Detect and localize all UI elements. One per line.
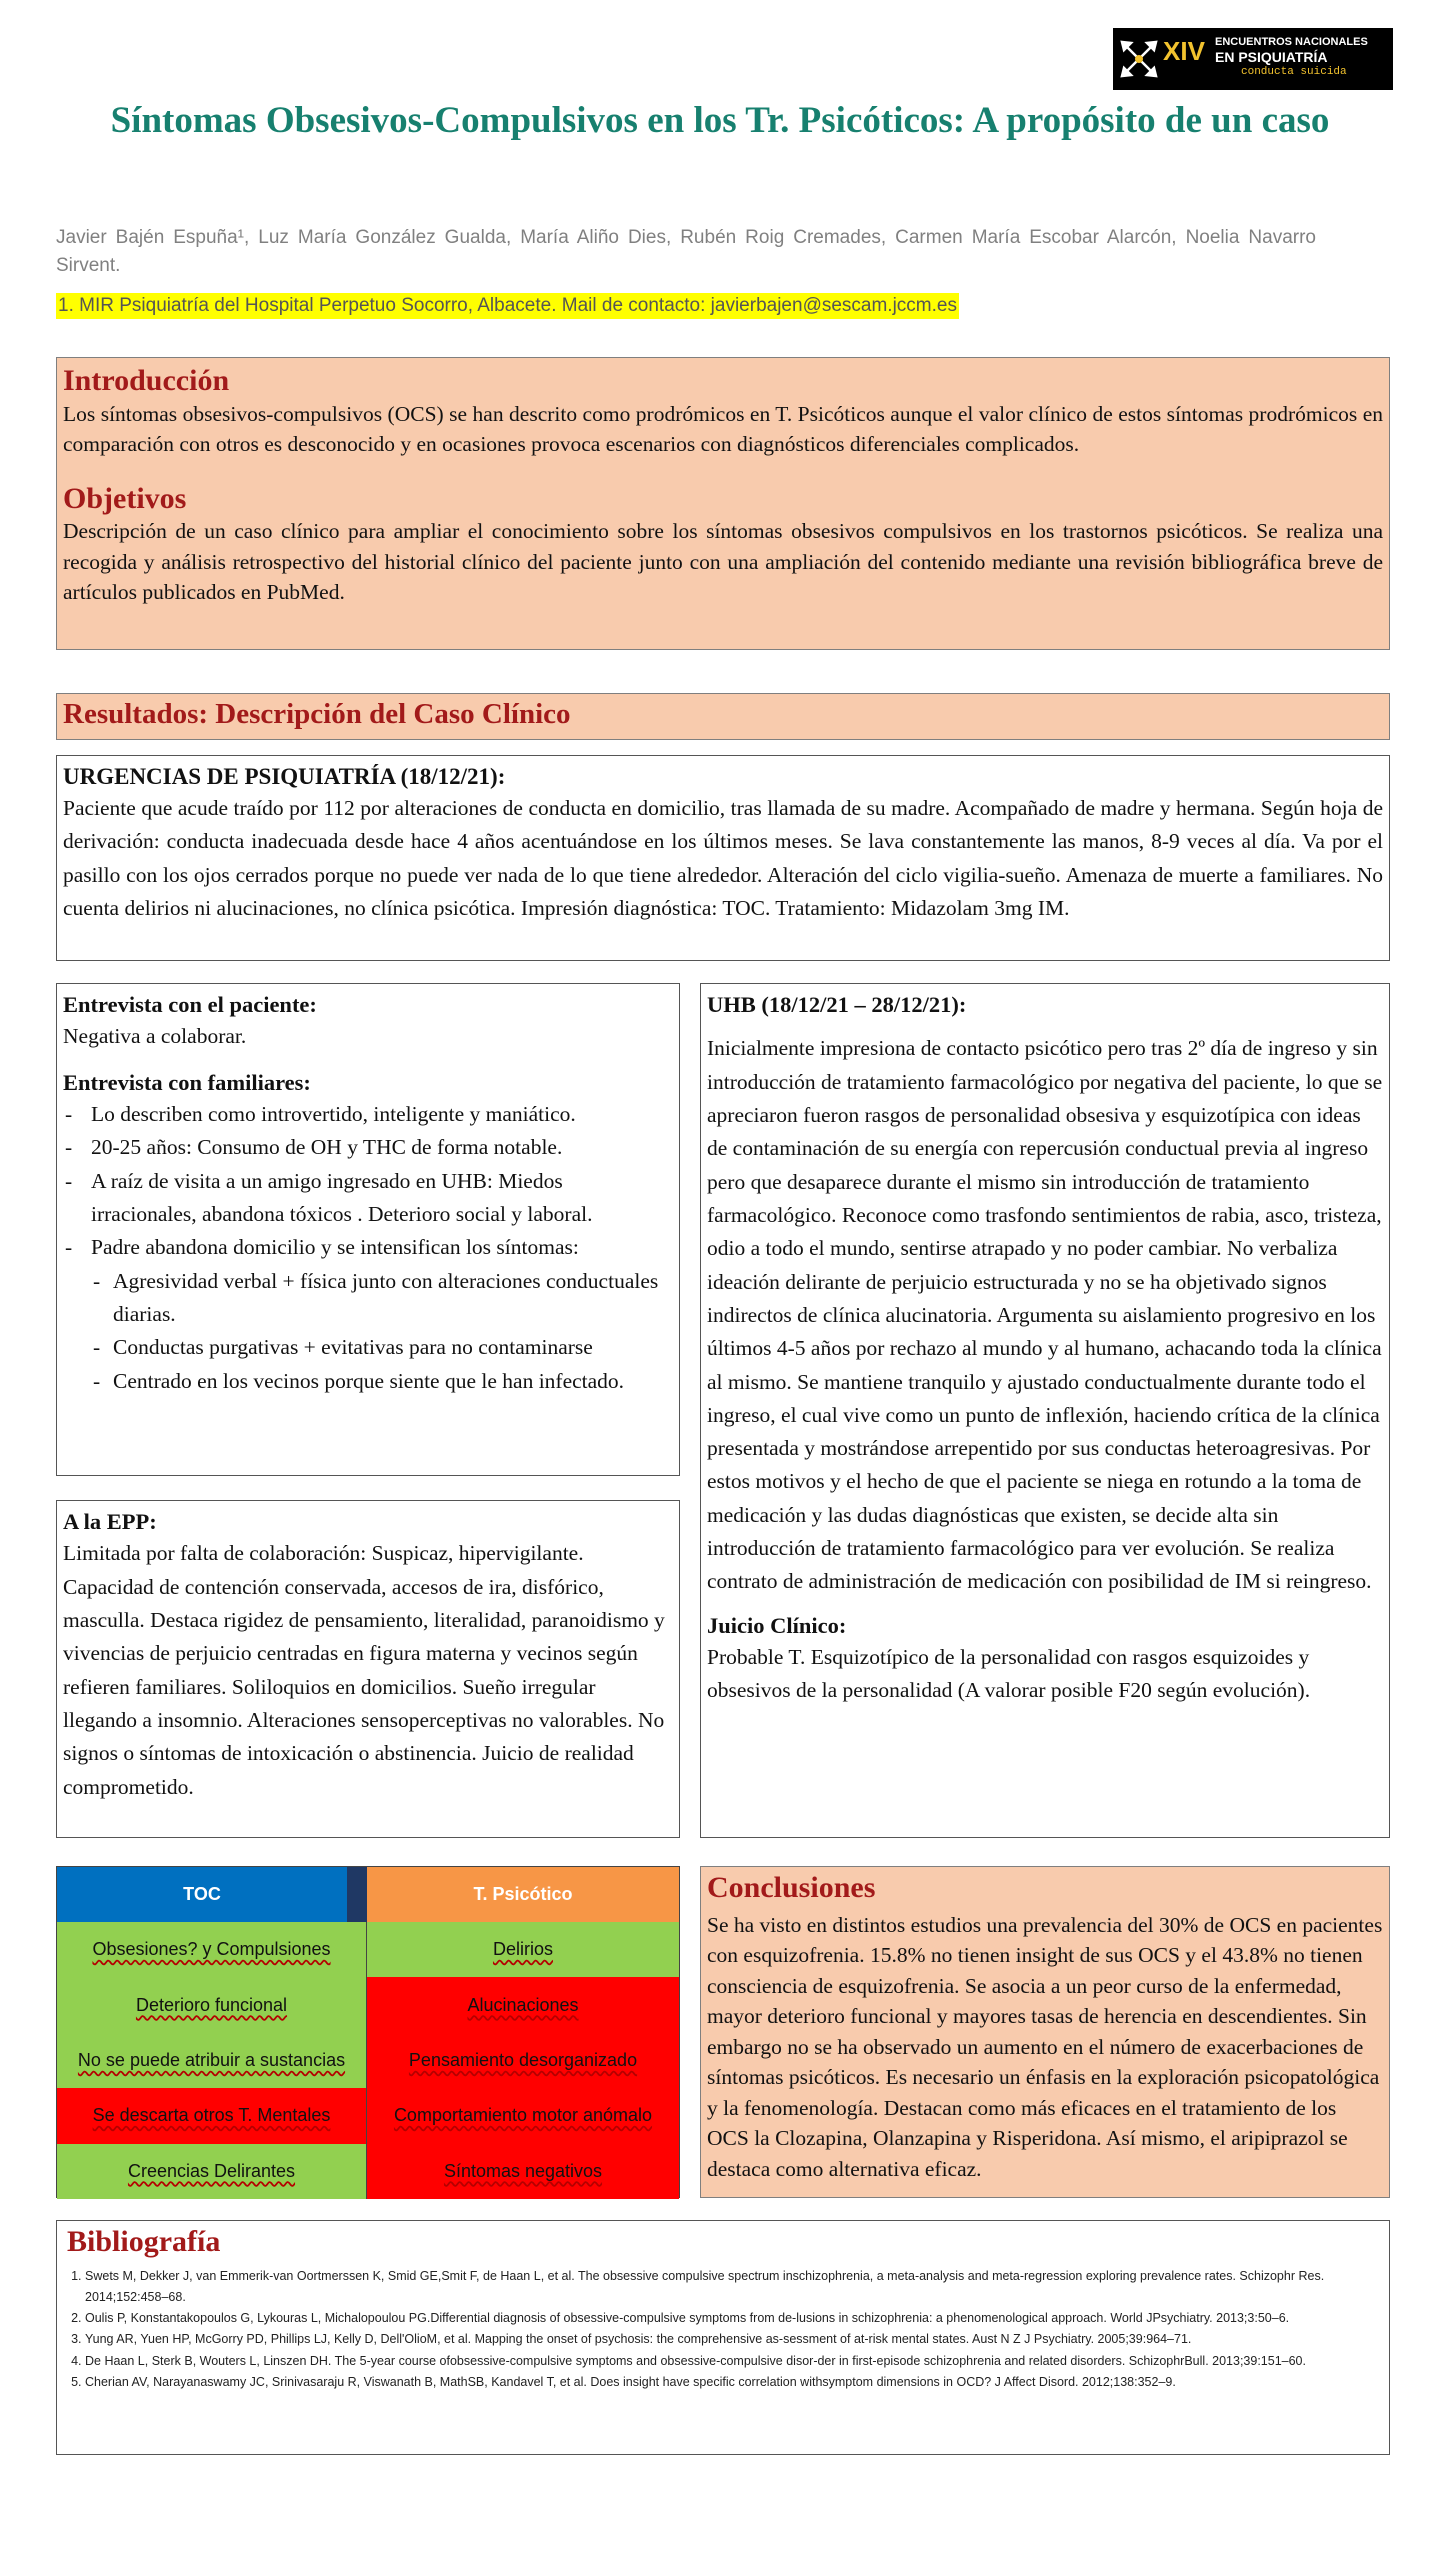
conclusiones-heading: Conclusiones: [707, 1871, 876, 1904]
arrows-icon: [1119, 38, 1159, 80]
table-cell-psicotico: Alucinaciones: [367, 1977, 679, 2032]
logo-line3: conducta suicida: [1241, 66, 1347, 78]
list-item: - 20-25 años: Consumo de OH y THC de forma notable.: [63, 1131, 673, 1164]
paciente-heading: Entrevista con el paciente:: [63, 992, 317, 1017]
reference-item: 1. Swets M, Dekker J, van Emmerik-van Oortmerssen K, Smid GE,Smit F, de Haan L, et al. The obsessive compulsive spectrum inschizophrenia, a meta-analysis and meta-regression exploring prevalence rates. Schizophr Res. 2014;152:458–68.: [85, 2266, 1379, 2309]
affiliation: 1. MIR Psiquiatría del Hospital Perpetuo Socorro, Albacete. Mail de contacto: javierbajen@sescam.jccm.es: [56, 293, 959, 319]
uhb-heading: UHB (18/12/21 – 28/12/21):: [707, 992, 967, 1017]
logo-line2: EN PSIQUIATRÍA: [1215, 49, 1328, 65]
list-item: [63, 1231, 673, 1398]
urgencias-text: Paciente que acude traído por 112 por alteraciones de conducta en domicilio, tras llamada de su madre. Acompañado de madre y hermana. Según hoja de derivación: conducta inadecuada desde hace 4 años acentuándose en los últimos meses. Se lava constantemente las manos, 8-9 veces al día. Va por el pasillo con los ojos cerrados porque no puede ver nada de lo que tiene alrededor. Alteración del ciclo vigilia-sueño. Amenaza de muerte a familiares. No cuenta delirios ni alucinaciones, no clínica psicótica. Impresión diagnóstica: TOC. Tratamiento: Midazolam 3mg IM.: [63, 795, 1383, 920]
entrevista-section: [56, 983, 680, 1476]
epp-text: Limitada por falta de colaboración: Suspicaz, hipervigilante. Capacidad de contención conservada, accesos de ira, disfórico, masculla. Destaca rigidez de pensamiento, literalidad, paranoidismo y vivencias de perjuicio centradas en figura materna y vecinos según refieren familiares. Soliloquios en domicilios. Sueño irregular llegando a insomnio. Alteraciones sensoperceptivas no valorables. No signos o síntomas de intoxicación o abstinencia. Juicio de realidad comprometido.: [63, 1541, 665, 1799]
list-item: - Lo describen como introvertido, inteligente y maniático.: [63, 1098, 673, 1131]
table-cell-psicotico: Comportamiento motor anómalo: [367, 2088, 679, 2143]
congress-logo: [1113, 28, 1393, 90]
uhb-text: Inicialmente impresiona de contacto psicótico pero tras 2º día de ingreso y sin introducción de tratamiento farmacológico por negativa del paciente, lo que se apreciaron fueron rasgos de personalidad obsesiva y esquizotípica con ideas de contaminación de su energía con repercusión conductual previa al ingreso pero que desaparece durante el mismo sin introducción de tratamiento farmacológico. Reconoce como trasfondo sentimientos de rabia, asco, tristeza, odio a todo el mundo, sentirse atrapado y no poder cambiar. No verbaliza ideación delirante de perjuicio estructurada y no se ha objetivado signos indirectos de clínica alucinatoria. Argumenta su aislamiento progresivo en los últimos 4-5 años por rechazo al mundo y al humano, achacando toda la clínica al mismo. Se mantiene tranquilo y ajustado conductualmente durante todo el ingreso, el cual vive como un punto de inflexión, haciendo crítica de la clínica presentada y mostrándose arrepentido por sus conductas heteroagresivas. Por estos motivos y el hecho de que el paciente se niega en rotundo a la toma de medicación y las dudas diagnósticas que existen, se decide alta sin introducción de tratamiento farmacológico para ver evolución. Se realiza contrato de administración de medicación con posibilidad de IM si reingreso.: [707, 1036, 1383, 1594]
objectives-text: Descripción de un caso clínico para ampliar el conocimiento sobre los síntomas obsesivos compulsivos en los trastornos psicóticos. Se realiza una recogida y análisis retrospectivo del historial clínico del paciente junto con una ampliación del contenido mediante una revisión bibliográfica breve de artículos publicados en PubMed.: [63, 519, 1383, 605]
juicio-heading: Juicio Clínico:: [707, 1612, 847, 1638]
table-cell-psicotico: Delirios: [367, 1922, 679, 1977]
header-divider: [347, 1867, 367, 1922]
conclusiones-section: [700, 1866, 1390, 2198]
table-cell-toc: No se puede atribuir a sustancias: [57, 2033, 367, 2088]
sub-list-item: - Agresividad verbal + física junto con alteraciones conductuales diarias.: [91, 1265, 673, 1332]
epp-section: [56, 1500, 680, 1838]
authors: Javier Bajén Espuña¹, Luz María González Gualda, María Aliño Dies, Rubén Roig Cremades, Carmen María Escobar Alarcón, Noelia Navarro Sirvent.: [56, 227, 1316, 276]
epp-heading: A la EPP:: [63, 1509, 157, 1534]
logo-edition: XIV: [1163, 36, 1205, 66]
juicio-text: Probable T. Esquizotípico de la personalidad con rasgos esquizoides y obsesivos de la personalidad (A valorar posible F20 según evolución).: [707, 1645, 1311, 1703]
list-item: - A raíz de visita a un amigo ingresado en UHB: Miedos irracionales, abandona tóxicos . Deterioro social y laboral.: [63, 1165, 673, 1232]
table-cell-toc: Deterioro funcional: [57, 1977, 367, 2032]
familiares-heading: Entrevista con familiares:: [63, 1069, 311, 1095]
toc-header: TOC: [57, 1867, 347, 1922]
table-cell-toc: Obsesiones? y Compulsiones: [57, 1922, 367, 1977]
results-heading: Resultados: Descripción del Caso Clínico: [63, 698, 571, 730]
logo-line1: ENCUENTROS NACIONALES: [1215, 36, 1368, 48]
sub-list-item: - Conductas purgativas + evitativas para no contaminarse: [91, 1331, 673, 1364]
reference-item: 5. Cherian AV, Narayanaswamy JC, Srinivasaraju R, Viswanath B, MathSB, Kandavel T, et al. Does insight have specific correlation withsymptom dimensions in OCD? J Affect Disord. 2012;138:352–9.: [85, 2372, 1379, 2393]
bibliografia-section: [56, 2220, 1390, 2455]
psicotico-header: T. Psicótico: [367, 1867, 679, 1922]
bibliografia-heading: Bibliografía: [67, 2225, 221, 2258]
familiares-list: [63, 1098, 673, 1398]
references-list: [67, 2266, 1379, 2394]
introduction-section: [56, 357, 1390, 650]
table-cell-toc: Se descarta otros T. Mentales: [57, 2088, 367, 2143]
reference-item: 3. Yung AR, Yuen HP, McGorry PD, Phillips LJ, Kelly D, Dell'OlioM, et al. Mapping the onset of psychosis: the comprehensive as-sessment of at-risk mental states. Aust N Z J Psychiatry. 2005;39:964–71.: [85, 2329, 1379, 2350]
table-cell-psicotico: Pensamiento desorganizado: [367, 2033, 679, 2088]
paciente-text: Negativa a colaborar.: [63, 1024, 247, 1049]
results-header: [56, 693, 1390, 740]
reference-item: 4. De Haan L, Sterk B, Wouters L, Linszen DH. The 5-year course ofobsessive-compulsive symptoms and obsessive-compulsive disor-der in first-episode schizophrenia and related disorders. SchizophrBull. 2013;39:151–60.: [85, 2351, 1379, 2372]
sub-list-item: - Centrado en los vecinos porque siente que le han infectado.: [91, 1365, 673, 1398]
reference-item: 2. Oulis P, Konstantakopoulos G, Lykouras L, Michalopoulou PG.Differential diagnosis of obsessive-compulsive symptoms from de-lusions in schizophrenia: a phenomenological approach. World JPsychiatry. 2013;3:50–6.: [85, 2308, 1379, 2329]
urgencias-section: [56, 755, 1390, 961]
table-cell-toc: Creencias Delirantes: [57, 2144, 367, 2199]
urgencias-heading: URGENCIAS DE PSIQUIATRÍA (18/12/21):: [63, 764, 506, 789]
table-cell-psicotico: Síntomas negativos: [367, 2144, 679, 2199]
list-item-text: Padre abandona domicilio y se intensifican los síntomas:: [91, 1235, 579, 1260]
uhb-section: [700, 983, 1390, 1838]
intro-text: Los síntomas obsesivos-compulsivos (OCS) se han descrito como prodrómicos en T. Psicóticos aunque el valor clínico de estos síntomas prodrómicos en comparación con otros es desconocido y en ocasiones provoca escenarios con diagnósticos diferenciales complicados.: [63, 401, 1383, 457]
conclusiones-text: Se ha visto en distintos estudios una prevalencia del 30% de OCS en pacientes con esquizofrenia. 15.8% no tienen insight de sus OCS y el 43.8% no tienen consciencia de esquizofrenia. Se asocia a un peor curso de la enfermedad, mayor deterioro funcional y mayores tasas de herencia en descendientes. Sin embargo no se ha observado un aumento en el número de exacerbaciones de síntomas psicóticos. Es necesario un énfasis en la exploración psicopatológica y la fenomenología. Destacan como más eficaces en el tratamiento de los OCS la Clozapina, Olanzapina y Risperidona. Así mismo, el aripiprazol se destaca como alternativa eficaz.: [707, 1912, 1383, 2181]
intro-heading: Introducción: [63, 364, 230, 397]
comparison-table: [56, 1866, 680, 2198]
objectives-heading: Objetivos: [63, 481, 187, 515]
sub-list: [91, 1265, 673, 1398]
poster-title: Síntomas Obsesivos-Compulsivos en los Tr. Psicóticos: A propósito de un caso: [110, 100, 1330, 141]
